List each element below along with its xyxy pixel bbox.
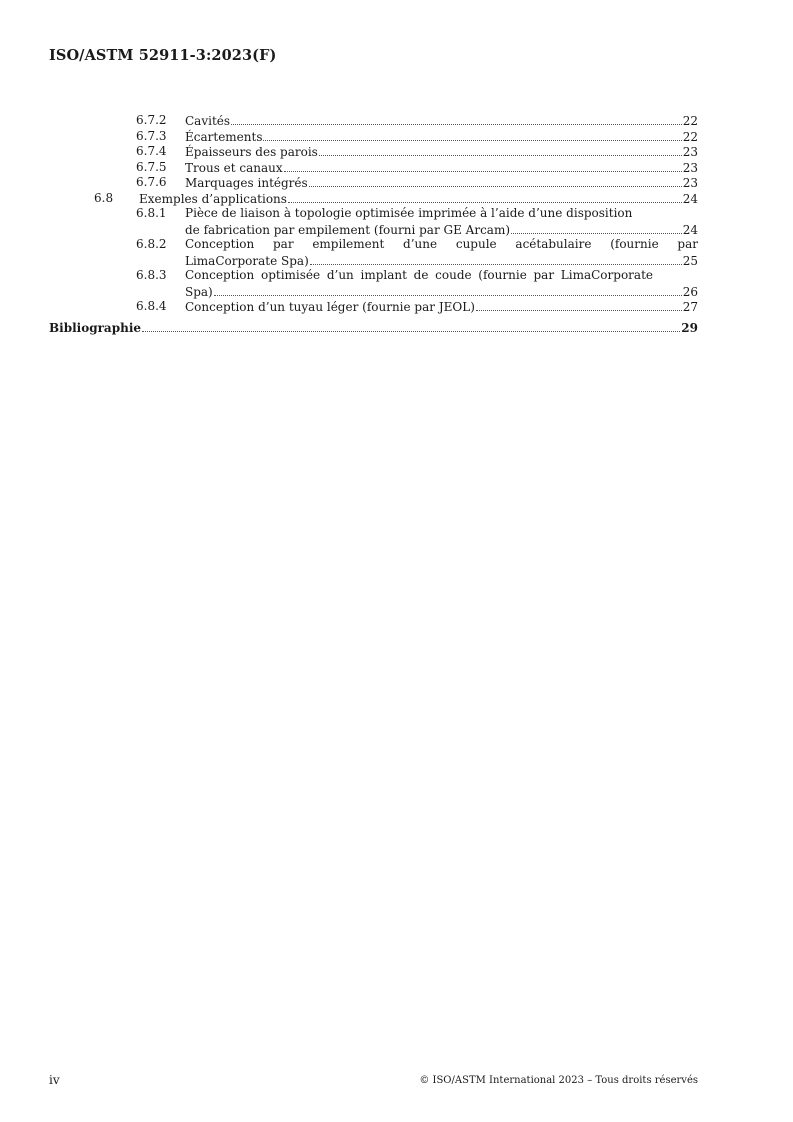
toc-entry-title[interactable]: Trous et canaux [185, 160, 283, 175]
toc-entry-title[interactable]: Bibliographie [49, 320, 142, 335]
toc-entry-title-line2[interactable]: de fabrication par empilement (fourni par GE Arcam) [185, 222, 511, 237]
toc-entry-6-7-3[interactable] [49, 129, 698, 145]
page-number: iv [49, 1073, 60, 1087]
toc-entry-number: 6.8.3 [136, 268, 167, 282]
toc-entry-number: 6.8.1 [136, 206, 167, 220]
toc-entry-6-8[interactable] [49, 191, 698, 207]
toc-entry-page: 22 [682, 114, 698, 128]
toc-entry-6-7-2[interactable] [49, 113, 698, 129]
toc-entry-6-8-3-cont[interactable] [49, 284, 698, 300]
toc-leader-dots [319, 144, 682, 156]
toc-entry-title[interactable]: Épaisseurs des parois [185, 145, 318, 159]
toc-entry-number: 6.7.6 [136, 175, 167, 189]
toc-leader-dots [310, 253, 682, 265]
toc-entry-title[interactable]: Exemples d’applications [139, 191, 287, 206]
toc-entry-page: 23 [682, 176, 698, 190]
toc-entry-page: 24 [682, 191, 698, 206]
toc-entry-6-8-1[interactable] [49, 206, 698, 222]
toc-entry-6-7-6[interactable] [49, 175, 698, 191]
toc-entry-title-line1[interactable]: Conception par empilement d’une cupule acétabulaire (fournie par [185, 237, 698, 251]
toc-entry-title-line2[interactable]: LimaCorporate Spa) [185, 253, 309, 268]
toc-entry-page: 27 [682, 300, 698, 314]
toc-entry-page: 22 [682, 129, 698, 144]
toc-leader-dots [284, 160, 682, 172]
toc-leader-dots [263, 129, 681, 141]
toc-entry-6-7-4[interactable] [49, 144, 698, 160]
toc-entry-6-7-5[interactable] [49, 160, 698, 176]
toc-entry-number: 6.8.4 [136, 299, 167, 313]
document-identifier: ISO/ASTM 52911-3:2023(F) [49, 47, 277, 64]
toc-entry-number: 6.8.2 [136, 237, 167, 251]
toc-entry-page: 23 [682, 160, 698, 175]
toc-leader-dots [476, 299, 682, 311]
toc-entry-bibliography[interactable] [49, 320, 698, 336]
toc-leader-dots [214, 284, 682, 296]
toc-leader-dots [288, 191, 682, 203]
toc-entry-page: 25 [682, 253, 698, 268]
toc-entry-number: 6.7.3 [136, 128, 167, 143]
toc-leader-dots [142, 320, 680, 332]
toc-leader-dots [309, 175, 682, 187]
toc-entry-6-8-4[interactable] [49, 299, 698, 315]
toc-entry-title[interactable]: Conception d’un tuyau léger (fournie par JEOL) [185, 300, 475, 314]
toc-leader-dots [511, 222, 682, 234]
toc-entry-number: 6.7.5 [136, 159, 167, 174]
toc-entry-page: 26 [682, 284, 698, 299]
toc-entry-number: 6.8 [94, 190, 114, 205]
toc-entry-title-line2[interactable]: Spa) [185, 284, 213, 299]
toc-entry-6-8-2[interactable] [49, 237, 698, 253]
toc-entry-title[interactable]: Écartements [185, 129, 263, 144]
toc-entry-number: 6.7.2 [136, 113, 167, 127]
toc-entry-title-line1[interactable]: Pièce de liaison à topologie optimisée imprimée à l’aide d’une disposition [185, 206, 633, 220]
toc-entry-number: 6.7.4 [136, 144, 167, 158]
toc-entry-page: 23 [682, 145, 698, 159]
toc-entry-title[interactable]: Cavités [185, 114, 231, 128]
toc-entry-6-8-3[interactable] [49, 268, 698, 284]
toc-entry-6-8-1-cont[interactable] [49, 222, 698, 238]
toc-entry-page: 24 [682, 222, 698, 237]
toc-entry-title-line1[interactable]: Conception optimisée d’un implant de coude (fournie par LimaCorporate [185, 268, 653, 282]
copyright-notice: © ISO/ASTM International 2023 – Tous droits réservés [419, 1075, 698, 1086]
toc-entry-title[interactable]: Marquages intégrés [185, 176, 308, 190]
table-of-contents [49, 113, 698, 335]
toc-entry-page: 29 [681, 320, 698, 335]
toc-leader-dots [231, 113, 682, 125]
toc-entry-6-8-2-cont[interactable] [49, 253, 698, 269]
